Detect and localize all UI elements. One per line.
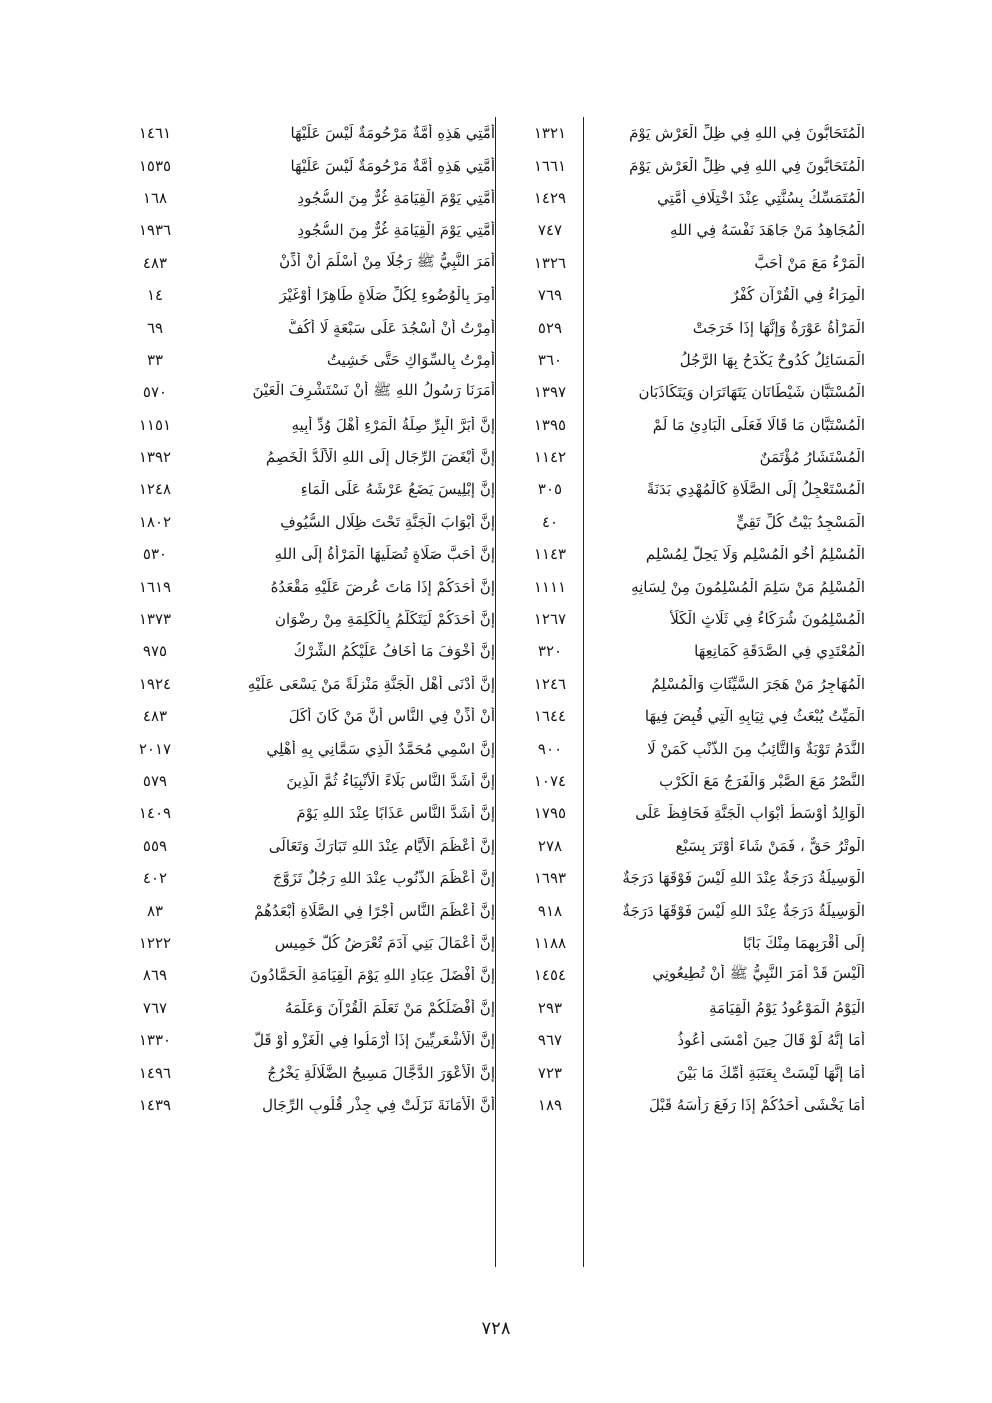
entry-text: إِنَّ أَعْظَمَ الْأَيَّامِ عِنْدَ اللهِ تَبَارَكَ وَتَعَالَى — [268, 836, 495, 855]
entry-number: ٧٦٩ — [537, 286, 563, 305]
entry-text: الْمَرْءُ مَعَ مَنْ أَحَبَّ — [754, 253, 865, 272]
index-entry — [510, 765, 865, 797]
entry-text: إِنَّ إِبْلِيسَ يَضَعُ عَرْشَهُ عَلَى الْمَاءِ — [300, 480, 495, 499]
index-entry — [100, 765, 495, 797]
entry-number: ٣٢٠ — [537, 642, 563, 661]
entry-text: أُمِرْتُ أَنْ أَسْجُدَ عَلَى سَبْعَةٍ لَا أَكُفُّ — [288, 318, 495, 337]
entry-number: ١٨٩ — [537, 1095, 563, 1114]
entry-number: ١١١١ — [533, 577, 567, 596]
entry-text: الْمَيِّتُ يُبْعَثُ فِي ثِيَابِهِ الَّتِي قُبِضَ فِيهَا — [644, 707, 865, 726]
entry-number: ٣٠٥ — [537, 480, 563, 499]
entry-text: إِنَّ الْأَشْعَرِيِّينَ إِذَا أَرْمَلُوا فِي الْغَزْوِ أَوْ قَلَّ — [253, 1031, 495, 1050]
entry-text: الْوَسِيلَةُ دَرَجَةٌ عِنْدَ اللهِ لَيْسَ فَوْقَهَا دَرَجَةٌ — [622, 869, 865, 888]
index-entry — [510, 1056, 865, 1088]
index-entry — [510, 1089, 865, 1121]
page-number: ٧٢٨ — [481, 1318, 511, 1339]
entry-number: ٩٧٥ — [142, 642, 168, 661]
index-left-block — [100, 117, 495, 1121]
entry-text: إِنَّ أَبَرَّ الْبِرِّ صِلَةُ الْمَرْءِ أَهْلَ وُدِّ أَبِيهِ — [291, 415, 495, 434]
index-entry — [100, 894, 495, 926]
entry-number: ١٢٢٢ — [138, 933, 172, 952]
index-entry — [100, 506, 495, 538]
index-entry — [510, 538, 865, 570]
entry-number: ١٣٩٥ — [533, 415, 567, 434]
index-entry — [100, 311, 495, 343]
entry-number: ١٣٩٢ — [138, 448, 172, 467]
entry-number: ٨٣ — [146, 901, 164, 920]
entry-text: الْوَسِيلَةُ دَرَجَةٌ عِنْدَ اللهِ لَيْسَ فَوْقَهَا دَرَجَةٌ — [622, 901, 865, 920]
entry-number: ٧٦٧ — [142, 998, 168, 1017]
entry-text: إِنَّ أَفْضَلَكُمْ مَنْ تَعَلَّمَ الْقُرْآنَ وَعَلَّمَهُ — [284, 998, 495, 1017]
entry-number: ١٣٣٠ — [138, 1031, 172, 1050]
index-entry — [510, 830, 865, 862]
entry-text: الْمُتَحَابُّونَ فِي اللهِ فِي ظِلِّ الْعَرْشِ يَوْمَ — [629, 124, 865, 143]
index-entry — [100, 668, 495, 700]
index-entry — [510, 149, 865, 181]
entry-text: أَمَرَ النَّبِيُّ ﷺ رَجُلًا مِنْ أَسْلَمَ أَنْ أَذِّنْ — [279, 251, 495, 270]
entry-number: ١٤٩٦ — [138, 1063, 172, 1082]
index-entry — [510, 700, 865, 732]
entry-number: ٥٣٠ — [142, 545, 168, 564]
entry-number: ٥٧٩ — [142, 772, 168, 790]
entry-text: الْمُسْتَبَّانِ مَا قَالَا فَعَلَى الْبَادِئِ مَا لَمْ — [652, 415, 865, 434]
index-entry — [510, 182, 865, 214]
index-entry — [100, 732, 495, 764]
entry-text: الْمُجَاهِدُ مَنْ جَاهَدَ نَفْسَهُ فِي اللهِ — [670, 221, 865, 240]
entry-number: ١٨٠٢ — [138, 512, 172, 531]
index-entry — [100, 1089, 495, 1121]
index-entry — [510, 311, 865, 343]
index-entry — [510, 894, 865, 926]
index-entry — [100, 214, 495, 246]
entry-text: أُمَّتِي يَوْمَ الْقِيَامَةِ غُرٌّ مِنَ السُّجُودِ — [297, 221, 495, 240]
entry-text: الْمَرْأَةُ عَوْرَةٌ وَإِنَّهَا إِذَا خَرَجَتْ — [692, 318, 865, 337]
entry-text: إِنَّ أَشَدَّ النَّاسِ عَذَابًا عِنْدَ اللهِ يَوْمَ — [296, 804, 495, 823]
entry-text: الْوَالِدُ أَوْسَطُ أَبْوَابِ الْجَنَّةِ فَحَافِظْ عَلَى — [635, 804, 865, 823]
index-entry — [510, 862, 865, 894]
entry-text: إِنَّ أَدْنَى أَهْلِ الْجَنَّةِ مَنْزِلَةً مَنْ يَسْعَى عَلَيْهِ — [247, 674, 495, 693]
index-entry — [100, 149, 495, 181]
entry-number: ١٤٠٩ — [138, 804, 172, 823]
index-entry — [100, 117, 495, 149]
index-entry — [100, 344, 495, 376]
index-entry — [100, 1024, 495, 1056]
entry-number: ١٣٢٦ — [533, 253, 567, 272]
index-entry — [100, 862, 495, 894]
entry-text: الْمُسْتَبَّانِ شَيْطَانَانِ يَتَهَاتَرَانِ وَيَتَكَاذَبَانِ — [638, 383, 865, 402]
index-entry — [510, 473, 865, 505]
entry-text: النَّدَمُ تَوْبَةٌ وَالتَّائِبُ مِنَ الذَّنْبِ كَمَنْ لَا — [647, 739, 865, 758]
entry-number: ١١٤٣ — [533, 545, 567, 564]
entry-number: ٧٤٧ — [537, 221, 563, 240]
index-entry — [510, 279, 865, 311]
entry-text: أَمَرَنَا رَسُولُ اللهِ ﷺ أَنْ نَسْتَشْرِفَ الْعَيْنَ — [252, 381, 495, 400]
entry-text: الْمُسْتَشَارُ مُؤْتَمَنٌ — [759, 448, 865, 467]
index-entry — [100, 182, 495, 214]
entry-number: ١٩٣٦ — [138, 221, 172, 240]
entry-number: ٤٨٣ — [142, 253, 168, 272]
entry-text: إِنَّ أَبْوَابَ الْجَنَّةِ تَحْتَ ظِلَالِ السُّيُوفِ — [280, 512, 495, 531]
entry-text: أُمَّتِي يَوْمَ الْقِيَامَةِ غُرٌّ مِنَ السُّجُودِ — [297, 188, 495, 207]
entry-number: ١١٤٢ — [533, 448, 567, 467]
entry-text: الْمُسْلِمُ أَخُو الْمُسْلِمِ وَلَا يَحِلُّ لِمُسْلِمٍ — [645, 545, 865, 564]
entry-text: أَمَا إِنَّهَا لَيْسَتْ بِعَتَبَةِ أُمِّكَ مَا بَيْنَ — [676, 1063, 865, 1082]
entry-text: الْمُهَاجِرُ مَنْ هَجَرَ السَّيِّئَاتِ وَالْمُسْلِمُ — [651, 674, 865, 693]
index-entry — [100, 247, 495, 279]
entry-text: الْمِرَاءُ فِي الْقُرْآنِ كُفْرٌ — [731, 286, 865, 305]
entry-number: ٨٦٩ — [142, 966, 168, 985]
entry-number: ٩١٨ — [537, 901, 563, 920]
index-entry — [510, 117, 865, 149]
entry-number: ٤٠ — [541, 512, 559, 531]
entry-text: الْمُعْتَدِي فِي الصَّدَقَةِ كَمَانِعِهَا — [694, 642, 865, 661]
entry-number: ٥٥٩ — [142, 836, 168, 855]
index-entry — [100, 700, 495, 732]
entry-number: ١٧٩٥ — [533, 804, 567, 823]
entry-text: إِنَّ أَشَدَّ النَّاسِ بَلَاءً الْأَنْبِيَاءُ ثُمَّ الَّذِينَ — [286, 772, 495, 790]
index-entry — [100, 992, 495, 1024]
entry-text: الْيَوْمُ الْمَوْعُودُ يَوْمُ الْقِيَامَةِ — [709, 998, 865, 1017]
index-right-block — [510, 117, 865, 1121]
index-entry — [510, 927, 865, 959]
index-entry — [510, 668, 865, 700]
entry-text: أُمِرْتُ بِالسِّوَاكِ حَتَّى خَشِيتُ — [326, 350, 495, 369]
entry-text: الْمُسْلِمُونَ شُرَكَاءُ فِي ثَلَاثٍ الْكَلَأُ — [670, 610, 865, 629]
entry-number: ٩٠٠ — [537, 739, 563, 758]
index-entry — [510, 635, 865, 667]
entry-text: الْمَسْجِدُ بَيْتُ كُلِّ تَقِيٍّ — [736, 512, 865, 531]
index-entry — [510, 441, 865, 473]
entry-number: ١٢٤٦ — [533, 674, 567, 693]
entry-text: إِنَّ الْأَعْوَرَ الدَّجَّالَ مَسِيحُ الضَّلَالَةِ يَخْرُجُ — [267, 1063, 495, 1082]
index-entry — [100, 603, 495, 635]
entry-number: ١٣٩٧ — [533, 383, 567, 402]
entry-number: ١٦٤٤ — [533, 707, 567, 726]
entry-number: ٦٩ — [146, 318, 164, 337]
entry-number: ١٦٦١ — [533, 156, 567, 175]
entry-number: ٤٠٢ — [142, 869, 168, 888]
index-entry — [510, 506, 865, 538]
entry-number: ١٩٢٤ — [138, 674, 172, 693]
index-entry — [100, 441, 495, 473]
entry-text: أَنْ أَذِّنْ فِي النَّاسِ أَنَّ مَنْ كَانَ أَكَلَ — [288, 707, 495, 726]
index-entry — [100, 830, 495, 862]
entry-number: ٢٩٣ — [537, 998, 563, 1017]
index-entry — [100, 1056, 495, 1088]
entry-number: ١٤ — [146, 286, 164, 305]
entry-number: ١٦٨ — [142, 188, 168, 207]
index-entry — [100, 409, 495, 441]
entry-text: إِنَّ أَبْغَضَ الرِّجَالِ إِلَى اللهِ الْأَلَدُّ الْخَصِمُ — [265, 448, 495, 467]
entry-number: ٣٣ — [146, 350, 164, 369]
entry-number: ١٤٥٤ — [533, 966, 567, 985]
entry-text: أَمَا يَخْشَى أَحَدُكُمْ إِذَا رَفَعَ رَأْسَهُ قَبْلَ — [648, 1095, 865, 1114]
index-entry — [510, 732, 865, 764]
entry-number: ١٢٤٨ — [138, 480, 172, 499]
index-entry — [510, 570, 865, 602]
entry-number: ٥٧٠ — [142, 383, 168, 402]
entry-text: إِنَّ أَعْظَمَ النَّاسِ أَجْرًا فِي الصَّلَاةِ أَبْعَدُهُمْ — [254, 901, 495, 920]
entry-number: ٥٢٩ — [537, 318, 563, 337]
entry-text: أَلَيْسَ قَدْ أَمَرَ النَّبِيُّ ﷺ أَنْ تُطِيعُونِي — [652, 964, 865, 983]
index-entry — [510, 344, 865, 376]
entry-number: ٣٦٠ — [537, 350, 563, 369]
entry-number: ٢٧٨ — [537, 836, 563, 855]
index-entry — [100, 570, 495, 602]
index-entry — [510, 1024, 865, 1056]
entry-number: ١٤٢٩ — [533, 188, 567, 207]
entry-text: الْوِتْرُ حَقٌّ ، فَمَنْ شَاءَ أَوْتَرَ بِسَبْعٍ — [675, 836, 865, 855]
entry-text: أُمِرَ بِالْوُضُوءِ لِكُلِّ صَلَاةٍ طَاهِرًا أَوْغَيْرَ — [279, 286, 495, 305]
entry-text: الْمُسْلِمُ مَنْ سَلِمَ الْمُسْلِمُونَ مِنْ لِسَانِهِ — [631, 577, 865, 596]
entry-text: الْمُسْتَعْجِلُ إِلَى الصَّلَاةِ كَالْمُهْدِي بَدَنَةً — [646, 480, 865, 499]
index-entry — [510, 409, 865, 441]
entry-number: ٢٠١٧ — [138, 739, 172, 758]
index-entry — [510, 214, 865, 246]
entry-number: ٧٢٣ — [537, 1063, 563, 1082]
entry-text: إِنَّ أَحَدَكُمْ لَيَتَكَلَّمُ بِالْكَلِمَةِ مِنْ رِضْوَانِ — [275, 610, 495, 629]
entry-number: ١٥٣٥ — [138, 156, 172, 175]
entry-text: إِنَّ أَحَدَكُمْ إِذَا مَاتَ عُرِضَ عَلَيْهِ مَقْعَدُهُ — [270, 577, 495, 596]
entry-text: الْمُتَحَابُّونَ فِي اللهِ فِي ظِلِّ الْعَرْشِ يَوْمَ — [629, 156, 865, 175]
index-entry — [510, 376, 865, 408]
entry-number: ١٣٢١ — [533, 124, 567, 143]
entry-number: ٩٦٧ — [537, 1031, 563, 1050]
entry-number: ١٦١٩ — [138, 577, 172, 596]
entry-number: ١٤٦١ — [138, 124, 172, 143]
entry-number: ١٣٧٣ — [138, 610, 172, 629]
entry-text: إِنَّ أَفْضَلَ عِبَادِ اللهِ يَوْمَ الْقِيَامَةِ الْحَمَّادُونَ — [249, 966, 495, 985]
entry-text: إِلَى أَقْرَبِهِمَا مِنْكَ بَابًا — [742, 933, 865, 952]
entry-number: ١٢٦٧ — [533, 610, 567, 629]
entry-number: ١٠٧٤ — [533, 772, 567, 790]
index-entry — [100, 959, 495, 991]
entry-number: ١١٥١ — [138, 415, 172, 434]
entry-text: إِنَّ أَعْظَمَ الذُّنُوبِ عِنْدَ اللهِ رَجُلٌ تَزَوَّجَ — [272, 869, 495, 888]
index-entry — [100, 927, 495, 959]
index-entry — [510, 797, 865, 829]
entry-text: الْمُتَمَسِّكُ بِسُنَّتِي عِنْدَ اخْتِلَافِ أُمَّتِي — [657, 188, 865, 207]
entry-text: إِنَّ أَخْوَفَ مَا أَخَافُ عَلَيْكُمُ الشِّرْكُ — [293, 642, 495, 661]
index-entry — [100, 473, 495, 505]
entry-text: إِنَّ أَحَبَّ صَلَاةٍ تُصَلِّيهَا الْمَرْأَةُ إِلَى اللهِ — [274, 545, 495, 564]
entry-text: النَّصْرُ مَعَ الصَّبْرِ وَالْفَرَجُ مَعَ الْكَرْبِ — [659, 772, 865, 790]
entry-number: ١٤٣٩ — [138, 1095, 172, 1114]
entry-text: إِنَّ أَعْمَالَ بَنِي آدَمَ تُعْرَضُ كُلَّ خَمِيسٍ — [274, 933, 495, 952]
column-divider-left — [495, 117, 496, 1267]
entry-number: ١١٨٨ — [533, 933, 567, 952]
entry-number: ٤٨٣ — [142, 707, 168, 726]
index-entry — [100, 376, 495, 408]
index-entry — [510, 603, 865, 635]
entry-text: إِنَّ اسْمِي مُحَمَّدٌ الَّذِي سَمَّانِي بِهِ أَهْلِي — [266, 739, 495, 758]
index-entry — [100, 797, 495, 829]
index-entry — [100, 279, 495, 311]
entry-text: أُمَّتِي هَذِهِ أُمَّةٌ مَرْحُومَةٌ لَيْسَ عَلَيْهَا — [290, 156, 495, 175]
entry-text: أُمَّتِي هَذِهِ أُمَّةٌ مَرْحُومَةٌ لَيْسَ عَلَيْهَا — [290, 124, 495, 143]
entry-text: الْمَسَائِلُ كُدُوحٌ يَكْدَحُ بِهَا الرَّجُلُ — [679, 350, 865, 369]
entry-text: أَمَا إِنَّهُ لَوْ قَالَ حِينَ أَمْسَى أَعُوذُ — [677, 1031, 865, 1050]
entry-text: أَنَّ الْأَمَانَةَ نَزَلَتْ فِي جِذْرِ قُلُوبِ الرِّجَالِ — [262, 1095, 495, 1114]
index-entry — [100, 635, 495, 667]
entry-number: ١٦٩٣ — [533, 869, 567, 888]
index-entry — [510, 247, 865, 279]
index-entry — [510, 959, 865, 991]
index-entry — [510, 992, 865, 1024]
index-entry — [100, 538, 495, 570]
